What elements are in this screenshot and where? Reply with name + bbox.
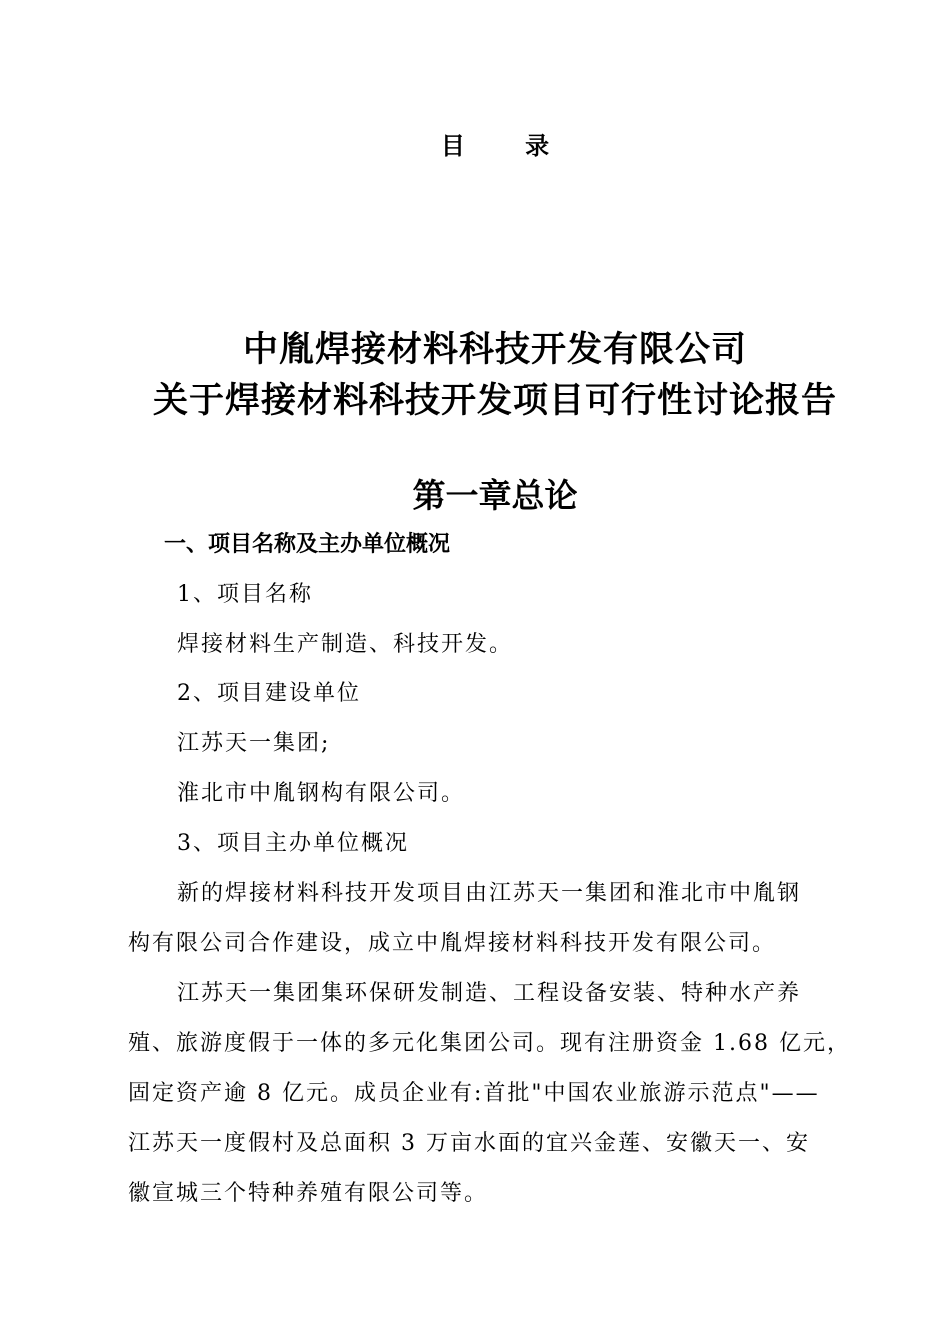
item-1-heading: 1、项目名称 [177, 582, 313, 607]
paragraph-2-line-2: 殖、旅游度假于一体的多元化集团公司。现有注册资金 1.68 亿元， [128, 1031, 851, 1056]
item-1-text: 焊接材料生产制造、科技开发。 [177, 632, 514, 657]
item-2-unit-1: 江苏天一集团; [177, 731, 331, 756]
report-title-line-2: 关于焊接材料科技开发项目可行性讨论报告 [152, 380, 837, 421]
paragraph-2-line-5: 徽宣城三个特种养殖有限公司等。 [128, 1181, 489, 1206]
chapter-heading: 第一章总论 [412, 476, 578, 515]
section-heading: 一、项目名称及主办单位概况 [164, 531, 451, 557]
paragraph-2-line-3: 固定资产逾 8 亿元。成员企业有:首批"中国农业旅游示范点"—— [128, 1081, 820, 1106]
paragraph-1-line-2: 构有限公司合作建设，成立中胤焊接材料科技开发有限公司。 [128, 931, 777, 956]
paragraph-2-line-1: 江苏天一集团集环保研发制造、工程设备安装、特种水产养 [177, 981, 802, 1006]
paragraph-1-line-1: 新的焊接材料科技开发项目由江苏天一集团和淮北市中胤钢 [177, 881, 802, 906]
paragraph-2-line-4: 江苏天一度假村及总面积 3 万亩水面的宜兴金莲、安徽天一、安 [128, 1131, 810, 1156]
report-title-line-1: 中胤焊接材料科技开发有限公司 [242, 329, 747, 370]
item-2-unit-2: 淮北市中胤钢构有限公司。 [177, 781, 466, 806]
toc-title: 目 录 [440, 131, 576, 160]
item-2-heading: 2、项目建设单位 [177, 681, 361, 706]
item-3-heading: 3、项目主办单位概况 [177, 831, 409, 856]
